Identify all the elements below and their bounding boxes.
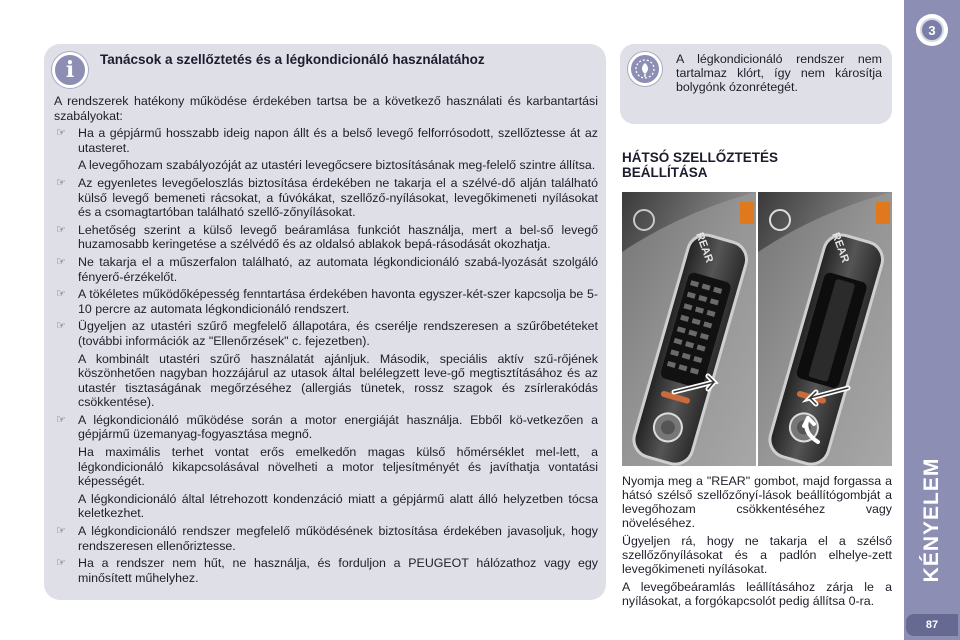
rear-vent-photo-closed (758, 192, 892, 466)
tip-item (54, 524, 598, 553)
tips-list (54, 126, 598, 585)
rear-vent-photo-open (622, 192, 756, 466)
tip-item (54, 319, 598, 410)
page-number: 87 (906, 614, 958, 636)
tip-item (54, 556, 598, 585)
pointing-hand-icon: ☞ (56, 255, 66, 268)
tip-item (54, 126, 598, 173)
pointing-hand-icon: ☞ (56, 223, 66, 236)
pointing-hand-icon: ☞ (56, 288, 66, 301)
chapter-number-badge (916, 14, 948, 46)
rear-button-label: REAR (693, 230, 716, 265)
rear-heading-line1: HÁTSÓ SZELLŐZTETÉS (622, 150, 779, 165)
pointing-hand-icon: ☞ (56, 320, 66, 333)
tip-paragraph: Lehetőség szerint a külső levegő beáramlása funkciót használja, mert a bel-ső levegő huzamosabb keringetése a szélvédő és az oldalsó ablakok bepá-rásodását okozhatja. (78, 222, 598, 252)
tips-title: Tanácsok a szellőztetés és a légkondicionáló használatához (100, 52, 485, 67)
tip-paragraph: A légkondicionáló rendszer megfelelő működésének biztosítása érdekében javasoljuk, hogy rendszeresen ellenőriztesse. (78, 524, 598, 553)
tip-paragraph: Ha a gépjármű hosszabb ideig napon állt és a belső levegő felforrósodott, szellőztesse át az utasteret. (78, 126, 598, 155)
info-icon: i (52, 52, 88, 88)
tip-paragraph: Ha maximális terhet vontat erős emelkedőn magas külső hőmérséklet mel-lett, a légkondicionáló kikapcsolásával növelheti a motor teljesítményét és javíthatja vontatási képességét. (78, 445, 598, 489)
tips-body (54, 94, 598, 585)
tip-paragraph: Ügyeljen az utastéri szűrő megfelelő állapotára, és cserélje rendszeresen a szűrőbetéteket (további információk az "Ellenőrzések" c. fejezetben). (78, 319, 598, 348)
tip-paragraph: Ha a rendszer nem hűt, ne használja, és forduljon a PEUGEOT hálózathoz vagy egy minősített műhelyhez. (78, 556, 598, 585)
eco-note-text: A légkondicionáló rendszer nem tartalmaz klórt, így nem károsítja bolygónk ózonrétegét. (676, 52, 882, 95)
pointing-hand-icon: ☞ (56, 127, 66, 140)
tip-paragraph: Az egyenletes levegőeloszlás biztosítása érdekében ne takarja el a szélvé-dő alján található külső levegő bemeneti rácsokat, a fúvókákat, szellőző-nyílásokat, levegőkimeneti nyílásokat és a csomagtartóban található szellő-zőnyílásokat. (78, 175, 598, 220)
tip-item (54, 176, 598, 220)
tip-item (54, 413, 598, 521)
chapter-number: 3 (920, 18, 944, 42)
pointing-hand-icon: ☞ (56, 557, 66, 570)
tip-item (54, 223, 598, 252)
tip-paragraph: A légkondicionáló működése során a motor energiáját használja. Ebből kö-vetkezően a gépjármű üzemanyag-fogyasztása megnő. (78, 412, 598, 442)
tip-paragraph: A tökéletes működőképesség fenntartása érdekében havonta egyszer-két-szer kapcsolja be 5-10 percre az automata légkondicionáló rendszert. (78, 287, 598, 316)
rear-heading-line2: BEÁLLÍTÁSA (622, 165, 708, 180)
tip-item (54, 255, 598, 284)
tip-item (54, 287, 598, 316)
tip-paragraph: A légkondicionáló által létrehozott kondenzáció miatt a gépjármű alatt álló helyzetben tócsa keletkezhet. (78, 491, 598, 521)
eco-leaf-icon (628, 52, 662, 86)
tip-paragraph: A kombinált utastéri szűrő használatát ajánljuk. Második, speciális aktív szű-rőjének köszönhetően nagyban hozzájárul az utasok által belélegzett leve-gő megtisztításához és az utastér tisztaságának megőrzéséhez (allergiás tünetek, rossz szagok és zsírlerakódás csökkentése). (78, 351, 598, 410)
rear-paragraph-2: Ügyeljen rá, hogy ne takarja el a szélső szellőzőnyílásokat és a padlón elhelye-zett levegőkimeneti nyílásokat. (622, 534, 892, 576)
rear-paragraph-1: Nyomja meg a "REAR" gombot, majd forgassa a hátsó szélső szellőzőnyí-lások beállítógombját a levegőhozam csökkentéséhez vagy növeléséhez. (622, 474, 892, 530)
tips-intro: A rendszerek hatékony működése érdekében tartsa be a következő használati és karbantartási szabályokat: (54, 94, 598, 123)
pointing-hand-icon: ☞ (56, 413, 66, 426)
rear-paragraph-3: A levegőbeáramlás leállításához zárja le a nyílásokat, a forgókapcsolót pedig állítsa 0-ra. (622, 580, 892, 608)
rear-instructions (622, 474, 892, 608)
pointing-hand-icon: ☞ (56, 525, 66, 538)
tip-paragraph: A levegőhozam szabályozóját az utastéri levegőcsere biztosításának meg-felelő szintre állítsa. (78, 158, 596, 173)
pointing-hand-icon: ☞ (56, 176, 66, 189)
rear-button-label-2: REAR (829, 230, 852, 265)
chapter-title: KÉNYELEM (920, 457, 943, 583)
rear-heading (622, 150, 882, 180)
tip-paragraph: Ne takarja el a műszerfalon található, az automata légkondicionáló szabá-lyozását szolgáló fényerő-érzékelőt. (78, 254, 598, 284)
